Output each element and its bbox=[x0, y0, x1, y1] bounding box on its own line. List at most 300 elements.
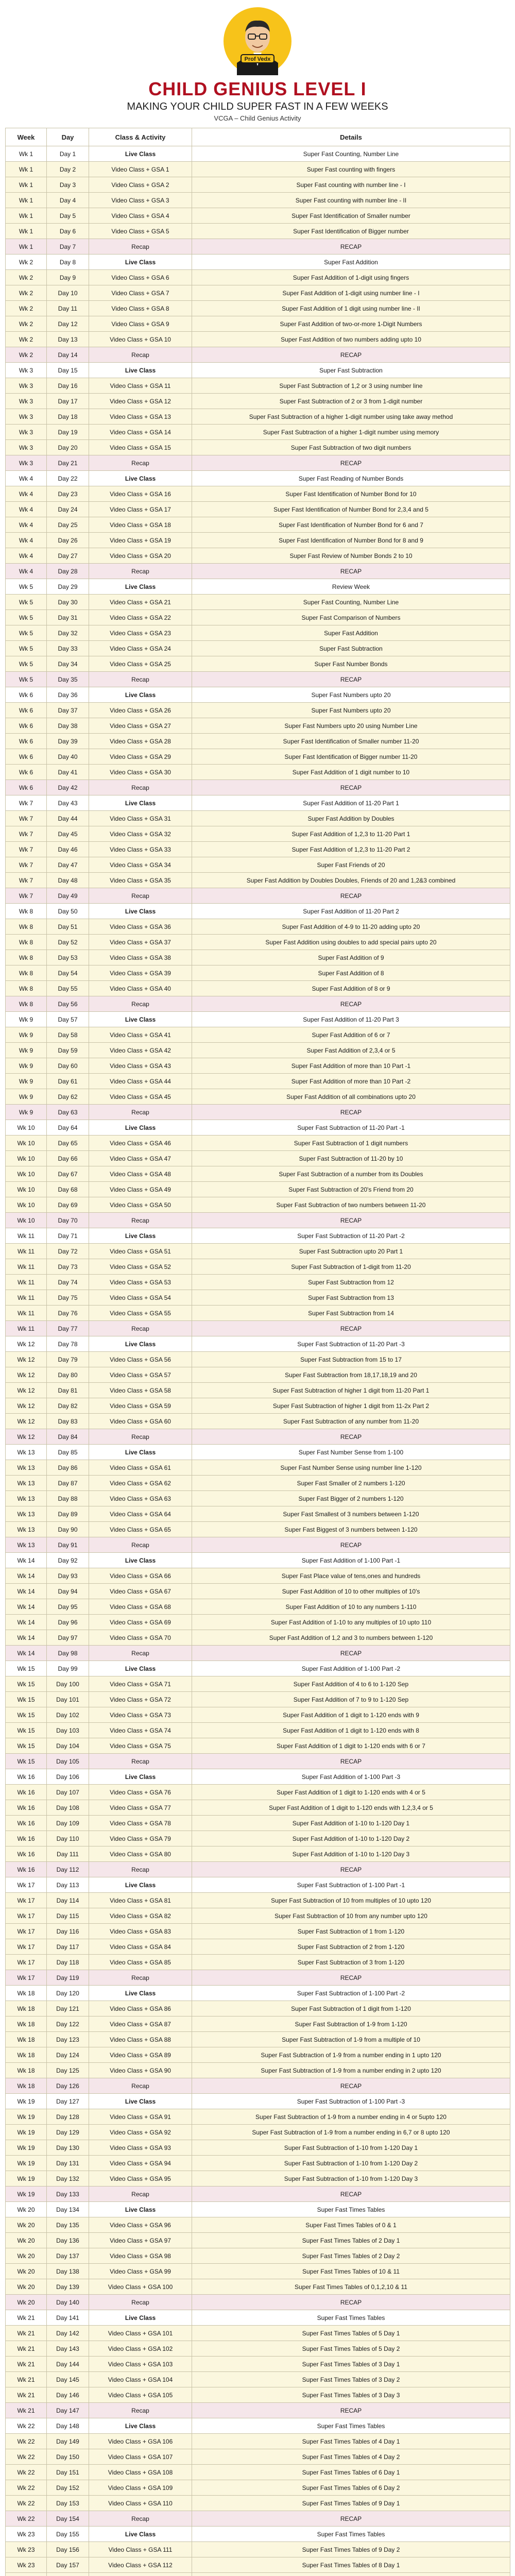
table-row bbox=[6, 1877, 510, 1893]
cell-class-activity: Video Class + GSA 79 bbox=[89, 1831, 192, 1846]
cell-day: Day 48 bbox=[47, 873, 89, 888]
cell-class-activity: Video Class + GSA 73 bbox=[89, 1707, 192, 1723]
cell-class-activity: Video Class + GSA 67 bbox=[89, 1584, 192, 1599]
table-row bbox=[6, 1012, 510, 1027]
cell-class-activity: Video Class + GSA 56 bbox=[89, 1352, 192, 1367]
cell-details: Super Fast Subtraction upto 20 Part 1 bbox=[192, 1244, 510, 1259]
cell-details: Super Fast Subtraction of 11-20 Part -2 bbox=[192, 1228, 510, 1244]
table-row bbox=[6, 1445, 510, 1460]
cell-week: Wk 15 bbox=[6, 1754, 47, 1769]
cell-day: Day 7 bbox=[47, 239, 89, 255]
table-row bbox=[6, 795, 510, 811]
table-row bbox=[6, 2217, 510, 2233]
cell-day: Day 58 bbox=[47, 1027, 89, 1043]
cell-details: Super Fast Addition of 1,2,3 to 11-20 Part 1 bbox=[192, 826, 510, 842]
cell-week: Wk 10 bbox=[6, 1151, 47, 1166]
cell-week: Wk 19 bbox=[6, 2156, 47, 2171]
cell-details: Super Fast Subtraction of 1-100 Part -3 bbox=[192, 2094, 510, 2109]
cell-day: Day 41 bbox=[47, 765, 89, 780]
cell-class-activity: Video Class + GSA 95 bbox=[89, 2171, 192, 2187]
cell-week: Wk 7 bbox=[6, 826, 47, 842]
cell-week: Wk 17 bbox=[6, 1955, 47, 1970]
cell-class-activity: Video Class + GSA 29 bbox=[89, 749, 192, 765]
cell-class-activity: Video Class + GSA 74 bbox=[89, 1723, 192, 1738]
cell-day: Day 97 bbox=[47, 1630, 89, 1646]
cell-day: Day 19 bbox=[47, 425, 89, 440]
cell-details: Super Fast Times Tables of 5 Day 1 bbox=[192, 2326, 510, 2341]
cell-details: Super Fast Subtraction of 2 from 1-120 bbox=[192, 1939, 510, 1955]
cell-details: Super Fast Addition of 1 digit to 1-120 ends with 8 bbox=[192, 1723, 510, 1738]
cell-week: Wk 17 bbox=[6, 1893, 47, 1908]
cell-details: Super Fast Subtraction of 1 from 1-120 bbox=[192, 1924, 510, 1939]
table-row bbox=[6, 440, 510, 455]
cell-class-activity: Recap bbox=[89, 1537, 192, 1553]
cell-details: Super Fast Addition of 1 digit number to 10 bbox=[192, 765, 510, 780]
cell-details: Super Fast Addition of 1-10 to 1-120 Day 1 bbox=[192, 1816, 510, 1831]
cell-class-activity: Video Class + GSA 68 bbox=[89, 1599, 192, 1615]
table-row bbox=[6, 2109, 510, 2125]
table-row bbox=[6, 1429, 510, 1445]
cell-details: Super Fast Times Tables bbox=[192, 2418, 510, 2434]
cell-day: Day 116 bbox=[47, 1924, 89, 1939]
cell-details: Super Fast Smaller of 2 numbers 1-120 bbox=[192, 1476, 510, 1491]
cell-details: RECAP bbox=[192, 1213, 510, 1228]
cell-class-activity: Live Class bbox=[89, 904, 192, 919]
cell-week: Wk 5 bbox=[6, 656, 47, 672]
table-row bbox=[6, 2542, 510, 2557]
cell-details: Review Week bbox=[192, 579, 510, 595]
cell-day: Day 13 bbox=[47, 332, 89, 347]
cell-class-activity: Video Class + GSA 4 bbox=[89, 208, 192, 224]
cell-details: Super Fast Subtraction of 10 from any number upto 120 bbox=[192, 1908, 510, 1924]
cell-details: Super Fast Place value of tens,ones and hundreds bbox=[192, 1568, 510, 1584]
cell-day: Day 101 bbox=[47, 1692, 89, 1707]
cell-class-activity: Live Class bbox=[89, 1228, 192, 1244]
cell-week: Wk 10 bbox=[6, 1120, 47, 1136]
table-row bbox=[6, 935, 510, 950]
table-row bbox=[6, 1476, 510, 1491]
table-row bbox=[6, 950, 510, 965]
cell-class-activity: Video Class + GSA 26 bbox=[89, 703, 192, 718]
cell-details: Super Fast Identification of Number Bond for 10 bbox=[192, 486, 510, 502]
cell-class-activity: Video Class + GSA 77 bbox=[89, 1800, 192, 1816]
cell-day: Day 26 bbox=[47, 533, 89, 548]
cell-day: Day 126 bbox=[47, 2078, 89, 2094]
cell-day: Day 36 bbox=[47, 687, 89, 703]
table-row bbox=[6, 1136, 510, 1151]
cell-day: Day 100 bbox=[47, 1676, 89, 1692]
cell-details: Super Fast Subtraction of 1-9 from a number ending in 1 upto 120 bbox=[192, 2047, 510, 2063]
cell-day: Day 102 bbox=[47, 1707, 89, 1723]
cell-day: Day 49 bbox=[47, 888, 89, 904]
cell-week: Wk 20 bbox=[6, 2217, 47, 2233]
cell-week: Wk 1 bbox=[6, 193, 47, 208]
cell-details bbox=[192, 2573, 510, 2576]
table-row bbox=[6, 2047, 510, 2063]
cell-week: Wk 7 bbox=[6, 842, 47, 857]
cell-week: Wk 4 bbox=[6, 486, 47, 502]
cell-class-activity: Live Class bbox=[89, 579, 192, 595]
cell-class-activity: Video Class + GSA 16 bbox=[89, 486, 192, 502]
cell-class-activity: Video Class + GSA 1 bbox=[89, 162, 192, 177]
cell-details: Super Fast Addition of 1-10 to 1-120 Day 2 bbox=[192, 1831, 510, 1846]
cell-day: Day 81 bbox=[47, 1383, 89, 1398]
cell-details: Super Fast Addition of 1 digit to 1-120 ends with 9 bbox=[192, 1707, 510, 1723]
cell-week: Wk 18 bbox=[6, 2063, 47, 2078]
table-row bbox=[6, 1414, 510, 1429]
cell-week: Wk 22 bbox=[6, 2449, 47, 2465]
cell-week: Wk 21 bbox=[6, 2326, 47, 2341]
cell-class-activity: Video Class + GSA 11 bbox=[89, 378, 192, 394]
cell-class-activity: Live Class bbox=[89, 2202, 192, 2217]
cell-day: Day 90 bbox=[47, 1522, 89, 1537]
table-row bbox=[6, 2449, 510, 2465]
cell-details: Super Fast Subtraction of 3 from 1-120 bbox=[192, 1955, 510, 1970]
cell-details: Super Fast Reading of Number Bonds bbox=[192, 471, 510, 486]
table-row bbox=[6, 270, 510, 285]
cell-class-activity: Video Class + GSA 35 bbox=[89, 873, 192, 888]
cell-day: Day 57 bbox=[47, 1012, 89, 1027]
cell-details: RECAP bbox=[192, 1646, 510, 1661]
cell-day: Day 22 bbox=[47, 471, 89, 486]
cell-details: Super Fast Subtraction of 10 from multiples of 10 upto 120 bbox=[192, 1893, 510, 1908]
cell-week: Wk 16 bbox=[6, 1816, 47, 1831]
cell-details: Super Fast Addition of 1-10 to 1-120 Day 3 bbox=[192, 1846, 510, 1862]
cell-class-activity: Video Class + GSA 23 bbox=[89, 625, 192, 641]
cell-week: Wk 8 bbox=[6, 996, 47, 1012]
cell-class-activity: Recap bbox=[89, 780, 192, 795]
cell-details: Super Fast Subtraction from 14 bbox=[192, 1306, 510, 1321]
table-row bbox=[6, 471, 510, 486]
table-row bbox=[6, 1800, 510, 1816]
table-row bbox=[6, 1120, 510, 1136]
cell-week: Wk 6 bbox=[6, 703, 47, 718]
cell-day: Day 59 bbox=[47, 1043, 89, 1058]
cell-class-activity: Video Class + GSA 111 bbox=[89, 2542, 192, 2557]
cell-details: Super Fast Times Tables of 8 Day 1 bbox=[192, 2557, 510, 2573]
cell-details: Super Fast Subtraction of 1-100 Part -1 bbox=[192, 1877, 510, 1893]
cell-class-activity: Video Class + GSA 24 bbox=[89, 641, 192, 656]
cell-week: Wk 10 bbox=[6, 1182, 47, 1197]
cell-class-activity: Video Class + GSA 88 bbox=[89, 2032, 192, 2047]
cell-week: Wk 13 bbox=[6, 1491, 47, 1506]
cell-day: Day 51 bbox=[47, 919, 89, 935]
table-row bbox=[6, 1986, 510, 2001]
cell-class-activity: Recap bbox=[89, 1105, 192, 1120]
cell-week: Wk 6 bbox=[6, 780, 47, 795]
page-subtitle: MAKING YOUR CHILD SUPER FAST IN A FEW WEEKS bbox=[127, 101, 388, 112]
table-row bbox=[6, 641, 510, 656]
cell-details: Super Fast Identification of Bigger number 11-20 bbox=[192, 749, 510, 765]
cell-week: Wk 5 bbox=[6, 595, 47, 610]
cell-class-activity: Video Class + GSA 71 bbox=[89, 1676, 192, 1692]
cell-day bbox=[47, 2573, 89, 2576]
cell-day: Day 72 bbox=[47, 1244, 89, 1259]
cell-week: Wk 9 bbox=[6, 1027, 47, 1043]
cell-details: RECAP bbox=[192, 996, 510, 1012]
cell-class-activity: Video Class + GSA 97 bbox=[89, 2233, 192, 2248]
cell-details: Super Fast Subtraction of 1,2 or 3 using number line bbox=[192, 378, 510, 394]
cell-day: Day 130 bbox=[47, 2140, 89, 2156]
cell-class-activity: Video Class + GSA 45 bbox=[89, 1089, 192, 1105]
cell-class-activity: Video Class + GSA 91 bbox=[89, 2109, 192, 2125]
cell-class-activity: Video Class + GSA 58 bbox=[89, 1383, 192, 1398]
cell-details: Super Fast Times Tables of 4 Day 1 bbox=[192, 2434, 510, 2449]
cell-details: Super Fast Times Tables of 2 Day 1 bbox=[192, 2233, 510, 2248]
table-row bbox=[6, 2310, 510, 2326]
cell-details: Super Fast Subtraction of 11-20 by 10 bbox=[192, 1151, 510, 1166]
table-row bbox=[6, 239, 510, 255]
table-row bbox=[6, 2001, 510, 2016]
cell-week: Wk 22 bbox=[6, 2418, 47, 2434]
cell-details: RECAP bbox=[192, 2078, 510, 2094]
table-row bbox=[6, 1646, 510, 1661]
cell-details: RECAP bbox=[192, 1862, 510, 1877]
table-row bbox=[6, 1074, 510, 1089]
cell-details: RECAP bbox=[192, 347, 510, 363]
table-row bbox=[6, 2264, 510, 2279]
table-row bbox=[6, 1862, 510, 1877]
cell-details: Super Fast Addition of two numbers adding upto 10 bbox=[192, 332, 510, 347]
table-row bbox=[6, 625, 510, 641]
table-row bbox=[6, 409, 510, 425]
table-row bbox=[6, 1290, 510, 1306]
cell-week: Wk 20 bbox=[6, 2279, 47, 2295]
cell-details: RECAP bbox=[192, 455, 510, 471]
cell-day: Day 38 bbox=[47, 718, 89, 734]
cell-class-activity: Video Class + GSA 22 bbox=[89, 610, 192, 625]
cell-day: Day 5 bbox=[47, 208, 89, 224]
cell-details: Super Fast Subtraction bbox=[192, 363, 510, 378]
cell-day: Day 61 bbox=[47, 1074, 89, 1089]
cell-class-activity: Live Class bbox=[89, 687, 192, 703]
table-row bbox=[6, 1275, 510, 1290]
cell-week: Wk 23 bbox=[6, 2542, 47, 2557]
cell-day: Day 145 bbox=[47, 2372, 89, 2387]
cell-day: Day 83 bbox=[47, 1414, 89, 1429]
cell-day: Day 11 bbox=[47, 301, 89, 316]
cell-class-activity: Video Class + GSA 44 bbox=[89, 1074, 192, 1089]
table-row bbox=[6, 146, 510, 162]
cell-day: Day 157 bbox=[47, 2557, 89, 2573]
table-row bbox=[6, 1537, 510, 1553]
cell-details: RECAP bbox=[192, 1754, 510, 1769]
cell-week: Wk 15 bbox=[6, 1723, 47, 1738]
cell-day: Day 18 bbox=[47, 409, 89, 425]
cell-day: Day 85 bbox=[47, 1445, 89, 1460]
cell-day: Day 95 bbox=[47, 1599, 89, 1615]
cell-details: Super Fast Addition using doubles to add special pairs upto 20 bbox=[192, 935, 510, 950]
cell-week: Wk 5 bbox=[6, 610, 47, 625]
cell-week: Wk 12 bbox=[6, 1352, 47, 1367]
cell-week: Wk 12 bbox=[6, 1383, 47, 1398]
cell-day: Day 108 bbox=[47, 1800, 89, 1816]
cell-details: Super Fast Times Tables of 6 Day 1 bbox=[192, 2465, 510, 2480]
cell-day: Day 155 bbox=[47, 2527, 89, 2542]
cell-week: Wk 3 bbox=[6, 455, 47, 471]
cell-details: Super Fast Addition of 1,2 and 3 to numbers between 1-120 bbox=[192, 1630, 510, 1646]
cell-details: Super Fast Addition of 11-20 Part 2 bbox=[192, 904, 510, 919]
table-row bbox=[6, 1506, 510, 1522]
cell-day: Day 77 bbox=[47, 1321, 89, 1336]
cell-week: Wk 1 bbox=[6, 162, 47, 177]
cell-class-activity: Video Class + GSA 27 bbox=[89, 718, 192, 734]
cell-details: Super Fast Addition of 7 to 9 to 1-120 Sep bbox=[192, 1692, 510, 1707]
cell-week: Wk 4 bbox=[6, 533, 47, 548]
cell-class-activity: Video Class + GSA 63 bbox=[89, 1491, 192, 1506]
cell-details: Super Fast Subtraction of 1-digit from 11-20 bbox=[192, 1259, 510, 1275]
cell-class-activity: Recap bbox=[89, 1646, 192, 1661]
cell-week: Wk 17 bbox=[6, 1924, 47, 1939]
cell-day: Day 96 bbox=[47, 1615, 89, 1630]
cell-week: Wk 5 bbox=[6, 625, 47, 641]
cell-day: Day 132 bbox=[47, 2171, 89, 2187]
cell-class-activity: Video Class + GSA 41 bbox=[89, 1027, 192, 1043]
cell-week: Wk 18 bbox=[6, 2078, 47, 2094]
cell-details: Super Fast Subtraction of a number from its Doubles bbox=[192, 1166, 510, 1182]
table-row bbox=[6, 1306, 510, 1321]
table-row bbox=[6, 224, 510, 239]
cell-class-activity: Video Class + GSA 12 bbox=[89, 394, 192, 409]
cell-day: Day 52 bbox=[47, 935, 89, 950]
cell-day: Day 42 bbox=[47, 780, 89, 795]
table-row bbox=[6, 1630, 510, 1646]
cell-week: Wk 3 bbox=[6, 363, 47, 378]
cell-class-activity: Live Class bbox=[89, 2527, 192, 2542]
cell-day: Day 64 bbox=[47, 1120, 89, 1136]
table-row bbox=[6, 425, 510, 440]
cell-day: Day 63 bbox=[47, 1105, 89, 1120]
cell-week: Wk 3 bbox=[6, 378, 47, 394]
cell-details: Super Fast Addition of 8 bbox=[192, 965, 510, 981]
cell-details: Super Fast Times Tables bbox=[192, 2202, 510, 2217]
cell-class-activity: Video Class + GSA 32 bbox=[89, 826, 192, 842]
cell-day: Day 10 bbox=[47, 285, 89, 301]
cell-details: RECAP bbox=[192, 672, 510, 687]
cell-day: Day 9 bbox=[47, 270, 89, 285]
cell-week: Wk 11 bbox=[6, 1228, 47, 1244]
cell-class-activity: Recap bbox=[89, 1429, 192, 1445]
cell-details: Super Fast Addition of 1-digit using fingers bbox=[192, 270, 510, 285]
cell-week: Wk 6 bbox=[6, 765, 47, 780]
cell-details: RECAP bbox=[192, 888, 510, 904]
cell-week: Wk 15 bbox=[6, 1692, 47, 1707]
table-row bbox=[6, 1599, 510, 1615]
cell-week: Wk 20 bbox=[6, 2248, 47, 2264]
cell-class-activity: Video Class + GSA 107 bbox=[89, 2449, 192, 2465]
table-row bbox=[6, 842, 510, 857]
cell-class-activity: Video Class + GSA 25 bbox=[89, 656, 192, 672]
cell-week: Wk 18 bbox=[6, 2001, 47, 2016]
cell-day: Day 75 bbox=[47, 1290, 89, 1306]
table-row bbox=[6, 749, 510, 765]
cell-class-activity: Video Class + GSA 62 bbox=[89, 1476, 192, 1491]
cell-week: Wk 9 bbox=[6, 1058, 47, 1074]
cell-week: Wk 7 bbox=[6, 811, 47, 826]
cell-day: Day 124 bbox=[47, 2047, 89, 2063]
cell-class-activity: Video Class + GSA 48 bbox=[89, 1166, 192, 1182]
cell-details: Super Fast Number Sense from 1-100 bbox=[192, 1445, 510, 1460]
cell-week: Wk 2 bbox=[6, 285, 47, 301]
cell-week: Wk 16 bbox=[6, 1769, 47, 1785]
cell-day: Day 121 bbox=[47, 2001, 89, 2016]
cell-week: Wk 20 bbox=[6, 2264, 47, 2279]
cell-day: Day 99 bbox=[47, 1661, 89, 1676]
cell-week: Wk 21 bbox=[6, 2403, 47, 2418]
table-row bbox=[6, 564, 510, 579]
cell-week: Wk 3 bbox=[6, 440, 47, 455]
cell-class-activity: Live Class bbox=[89, 1336, 192, 1352]
cell-details: Super Fast Addition of more than 10 Part -2 bbox=[192, 1074, 510, 1089]
table-row bbox=[6, 734, 510, 749]
table-row bbox=[6, 1568, 510, 1584]
cell-class-activity: Video Class + GSA 102 bbox=[89, 2341, 192, 2357]
cell-week: Wk 20 bbox=[6, 2233, 47, 2248]
cell-week: Wk 3 bbox=[6, 394, 47, 409]
table-row bbox=[6, 2341, 510, 2357]
table-row bbox=[6, 1785, 510, 1800]
cell-day: Day 134 bbox=[47, 2202, 89, 2217]
table-row bbox=[6, 811, 510, 826]
cell-details: Super Fast Subtraction of 1-9 from a number ending in 2 upto 120 bbox=[192, 2063, 510, 2078]
cell-day: Day 15 bbox=[47, 363, 89, 378]
cell-details: Super Fast Smallest of 3 numbers between 1-120 bbox=[192, 1506, 510, 1522]
cell-details: Super Fast counting with fingers bbox=[192, 162, 510, 177]
cell-day: Day 91 bbox=[47, 1537, 89, 1553]
cell-details: RECAP bbox=[192, 2511, 510, 2527]
table-row bbox=[6, 332, 510, 347]
table-row bbox=[6, 533, 510, 548]
cell-class-activity: Recap bbox=[89, 2078, 192, 2094]
cell-class-activity: Video Class + GSA 84 bbox=[89, 1939, 192, 1955]
cell-week: Wk 16 bbox=[6, 1831, 47, 1846]
table-row bbox=[6, 1228, 510, 1244]
cell-details: RECAP bbox=[192, 239, 510, 255]
cell-week: Wk 6 bbox=[6, 749, 47, 765]
table-row bbox=[6, 2032, 510, 2047]
cell-details: RECAP bbox=[192, 1321, 510, 1336]
table-row bbox=[6, 1707, 510, 1723]
cell-details: Super Fast Friends of 20 bbox=[192, 857, 510, 873]
cell-class-activity: Video Class + GSA 10 bbox=[89, 332, 192, 347]
cell-details: Super Fast Addition of 1 digit using number line - II bbox=[192, 301, 510, 316]
cell-details: Super Fast Subtraction of 11-20 Part -1 bbox=[192, 1120, 510, 1136]
cell-day: Day 45 bbox=[47, 826, 89, 842]
cell-week: Wk 4 bbox=[6, 502, 47, 517]
cell-day: Day 23 bbox=[47, 486, 89, 502]
table-row bbox=[6, 2140, 510, 2156]
cell-day: Day 156 bbox=[47, 2542, 89, 2557]
cell-week: Wk 18 bbox=[6, 1986, 47, 2001]
cell-class-activity: Video Class + GSA 90 bbox=[89, 2063, 192, 2078]
table-row bbox=[6, 1754, 510, 1769]
table-row bbox=[6, 455, 510, 471]
cell-day: Day 107 bbox=[47, 1785, 89, 1800]
cell-class-activity: Video Class + GSA 85 bbox=[89, 1955, 192, 1970]
table-row bbox=[6, 2418, 510, 2434]
cell-details: Super Fast Addition of 4 to 6 to 1-120 Sep bbox=[192, 1676, 510, 1692]
cell-class-activity: Live Class bbox=[89, 146, 192, 162]
cell-day: Day 123 bbox=[47, 2032, 89, 2047]
cell-day: Day 138 bbox=[47, 2264, 89, 2279]
table-row bbox=[6, 502, 510, 517]
cell-class-activity: Live Class bbox=[89, 1769, 192, 1785]
cell-class-activity: Video Class + GSA 39 bbox=[89, 965, 192, 981]
cell-week: Wk 9 bbox=[6, 1043, 47, 1058]
table-row bbox=[6, 1661, 510, 1676]
cell-week: Wk 3 bbox=[6, 409, 47, 425]
cell-class-activity: Video Class + GSA 42 bbox=[89, 1043, 192, 1058]
